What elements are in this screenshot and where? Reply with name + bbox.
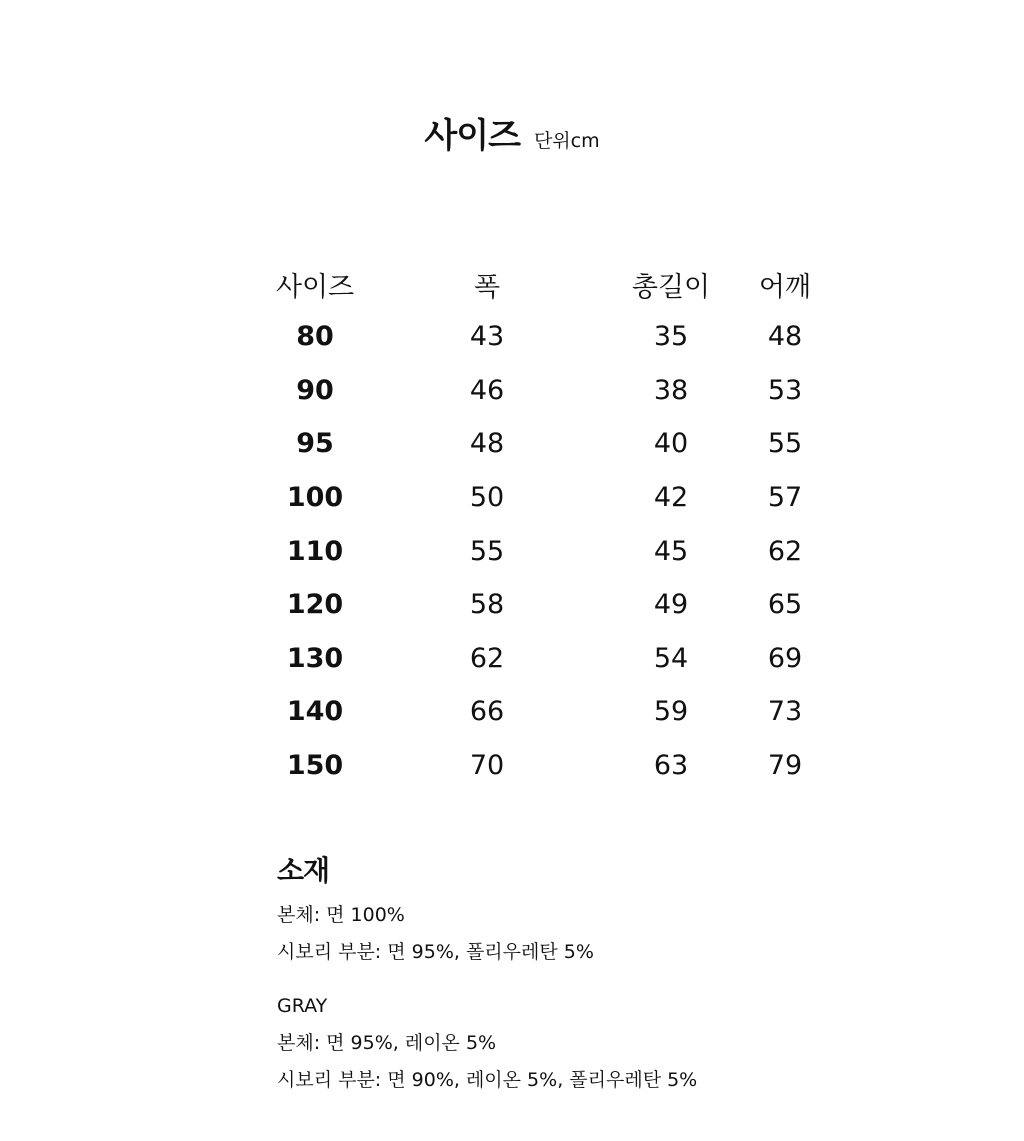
shoulder-cell: 53 (767, 374, 803, 406)
length-cell: 59 (653, 696, 689, 728)
width-cell: 66 (469, 696, 505, 728)
size-table (275, 258, 847, 792)
table-row (275, 632, 847, 686)
shoulder-cell: 62 (767, 535, 803, 567)
length-cell: 54 (653, 642, 689, 674)
size-cell: 80 (296, 321, 334, 353)
width-cell: 55 (469, 535, 505, 567)
length-cell: 45 (653, 535, 689, 567)
shoulder-cell: 69 (767, 642, 803, 674)
column-header-length: 총길이 (631, 271, 711, 303)
width-cell: 62 (469, 642, 505, 674)
gray-label: GRAY (277, 995, 328, 1017)
table-row (275, 471, 847, 525)
spacer (277, 971, 697, 988)
table-row (275, 310, 847, 364)
length-cell: 42 (653, 482, 689, 514)
material-title: 소재 (277, 854, 330, 887)
page-title: 사이즈 (424, 116, 520, 156)
size-cell: 95 (296, 428, 334, 460)
unit-label: 단위cm (533, 130, 600, 152)
shoulder-cell: 65 (767, 589, 803, 621)
length-cell: 35 (653, 321, 689, 353)
size-cell: 140 (286, 696, 344, 728)
material-body-line: 본체: 면 100% (277, 904, 405, 926)
shoulder-cell: 55 (767, 428, 803, 460)
width-cell: 46 (469, 374, 505, 406)
column-header-size: 사이즈 (275, 271, 355, 303)
width-cell: 43 (469, 321, 505, 353)
size-cell: 90 (296, 374, 334, 406)
page-header (0, 108, 1024, 157)
size-cell: 120 (286, 589, 344, 621)
size-cell: 110 (286, 535, 344, 567)
length-cell: 38 (653, 374, 689, 406)
material-rib-line: 시보리 부분: 면 95%, 폴리우레탄 5% (277, 941, 594, 963)
size-cell: 130 (286, 642, 344, 674)
column-header-width: 폭 (473, 271, 501, 303)
gray-rib-line: 시보리 부분: 면 90%, 레이온 5%, 폴리우레탄 5% (277, 1069, 698, 1091)
length-cell: 49 (653, 589, 689, 621)
length-cell: 63 (653, 750, 689, 782)
table-row (275, 578, 847, 632)
table-row (275, 417, 847, 471)
shoulder-cell: 79 (767, 750, 803, 782)
shoulder-cell: 48 (767, 321, 803, 353)
shoulder-cell: 57 (767, 482, 803, 514)
width-cell: 70 (469, 750, 505, 782)
column-header-shoulder: 어깨 (758, 271, 812, 303)
width-cell: 58 (469, 589, 505, 621)
material-section (277, 849, 697, 1099)
size-table-body (275, 310, 847, 792)
table-header-row (275, 258, 847, 310)
size-cell: 100 (286, 482, 344, 514)
table-row (275, 685, 847, 739)
table-row (275, 364, 847, 418)
size-cell: 150 (286, 750, 344, 782)
shoulder-cell: 73 (767, 696, 803, 728)
length-cell: 40 (653, 428, 689, 460)
table-row (275, 739, 847, 793)
table-row (275, 524, 847, 578)
width-cell: 50 (469, 482, 505, 514)
gray-body-line: 본체: 면 95%, 레이온 5% (277, 1032, 497, 1054)
width-cell: 48 (469, 428, 505, 460)
